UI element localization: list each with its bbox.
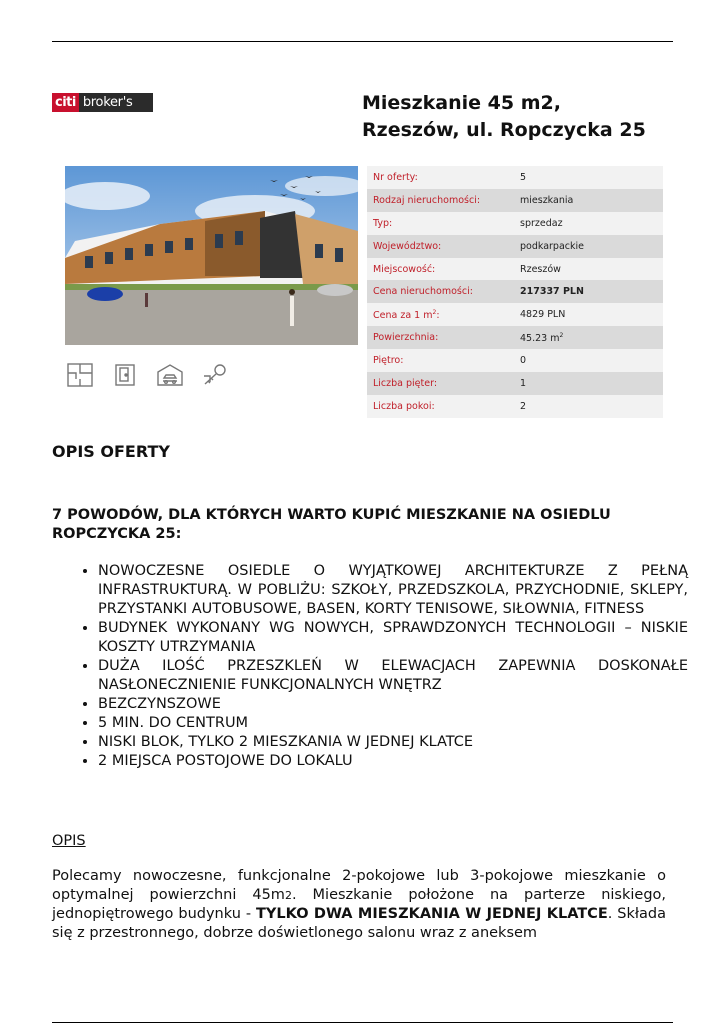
property-key: Powierzchnia: — [367, 326, 514, 349]
property-key: Cena nieruchomości: — [367, 280, 514, 303]
property-value: 4829 PLN — [514, 303, 663, 326]
description-heading: OPIS — [52, 833, 86, 849]
list-item: • BEZCZYNSZOWE — [98, 695, 688, 714]
reasons-list — [76, 562, 688, 771]
property-row — [367, 258, 663, 281]
property-value: mieszkania — [514, 189, 663, 212]
logo-part-brokers: broker's — [79, 93, 153, 112]
property-row — [367, 372, 663, 395]
logo-part-citi: citi — [52, 93, 79, 112]
key-icon[interactable] — [200, 362, 230, 388]
list-item: • NOWOCZESNE OSIEDLE O WYJĄTKOWEJ ARCHITEKTURZE Z PEŁNĄ INFRASTRUKTURĄ. W POBLIŻU: SZKOŁY, PRZEDSZKOLA, PRZYCHODNIE, SKLEPY, PRZYSTANKI AUTOBUSOWE, BASEN, KORTY TENISOWE, SIŁOWNIA, FITNESS — [98, 562, 688, 619]
citibrokers-logo[interactable] — [52, 93, 153, 112]
garage-icon[interactable] — [155, 362, 185, 388]
property-details-table — [367, 166, 663, 418]
property-value: 2 — [514, 395, 663, 418]
property-value: Rzeszów — [514, 258, 663, 281]
list-item: • 2 MIEJSCA POSTOJOWE DO LOKALU — [98, 752, 688, 771]
property-value: 45.23 $m^2$ — [514, 326, 663, 349]
property-key: Cena za 1 $m^2$: — [367, 303, 514, 326]
property-value-price: 217337 PLN — [514, 280, 663, 303]
offer-description-heading: OPIS OFERTY — [52, 442, 170, 461]
property-key: Miejscowość: — [367, 258, 514, 281]
property-row — [367, 395, 663, 418]
list-item: • NISKI BLOK, TYLKO 2 MIESZKANIA W JEDNEJ KLATCE — [98, 733, 688, 752]
property-value: podkarpackie — [514, 235, 663, 258]
property-value: sprzedaz — [514, 212, 663, 235]
floor-plan-icon[interactable] — [65, 362, 95, 388]
property-key: Piętro: — [367, 349, 514, 372]
property-row — [367, 212, 663, 235]
property-value: 0 — [514, 349, 663, 372]
list-item: • DUŻA ILOŚĆ PRZESZKLEŃ W ELEWACJACH ZAPEWNIA DOSKONAŁE NASŁONECZNIENIE FUNKCJONALNYCH WNĘTRZ — [98, 657, 688, 695]
list-item: • 5 MIN. DO CENTRUM — [98, 714, 688, 733]
property-value: 5 — [514, 166, 663, 189]
property-row — [367, 189, 663, 212]
description-paragraph: Polecamy nowoczesne, funkcjonalne 2-pokojowe lub 3-pokojowe mieszkanie o optymalnej powierzchni 45m2. Mieszkanie położone na parterze niskiego, jednopiętrowego budynku - TYLKO DWA MIESZKANIA W JEDNEJ KLATCE. Składa się z przestronnego, dobrze doświetlonego salonu wraz z aneksem — [52, 868, 667, 941]
property-row — [367, 326, 663, 349]
reasons-heading: 7 POWODÓW, DLA KTÓRYCH WARTO KUPIĆ MIESZKANIE NA OSIEDLU ROPCZYCKA 25: — [52, 507, 611, 542]
property-key: Rodzaj nieruchomości: — [367, 189, 514, 212]
feature-icon-row — [65, 362, 230, 388]
listing-title-line2: Rzeszów, ul. Ropczycka 25 — [362, 119, 646, 141]
property-row — [367, 303, 663, 326]
listing-title — [362, 90, 682, 144]
property-row — [367, 235, 663, 258]
property-key: Liczba pięter: — [367, 372, 514, 395]
property-key: Liczba pokoi: — [367, 395, 514, 418]
door-icon[interactable] — [110, 362, 140, 388]
property-photo-image — [65, 166, 358, 345]
property-key: Typ: — [367, 212, 514, 235]
property-key: Nr oferty: — [367, 166, 514, 189]
property-key: Województwo: — [367, 235, 514, 258]
top-rule — [52, 41, 673, 42]
listing-title-line1: Mieszkanie 45 m2, — [362, 92, 561, 114]
property-row — [367, 349, 663, 372]
property-value: 1 — [514, 372, 663, 395]
list-item: • BUDYNEK WYKONANY WG NOWYCH, SPRAWDZONYCH TECHNOLOGII – NISKIE KOSZTY UTRZYMANIA — [98, 619, 688, 657]
property-row — [367, 166, 663, 189]
bottom-rule — [52, 1022, 673, 1023]
property-row — [367, 280, 663, 303]
property-photo[interactable] — [65, 166, 358, 345]
